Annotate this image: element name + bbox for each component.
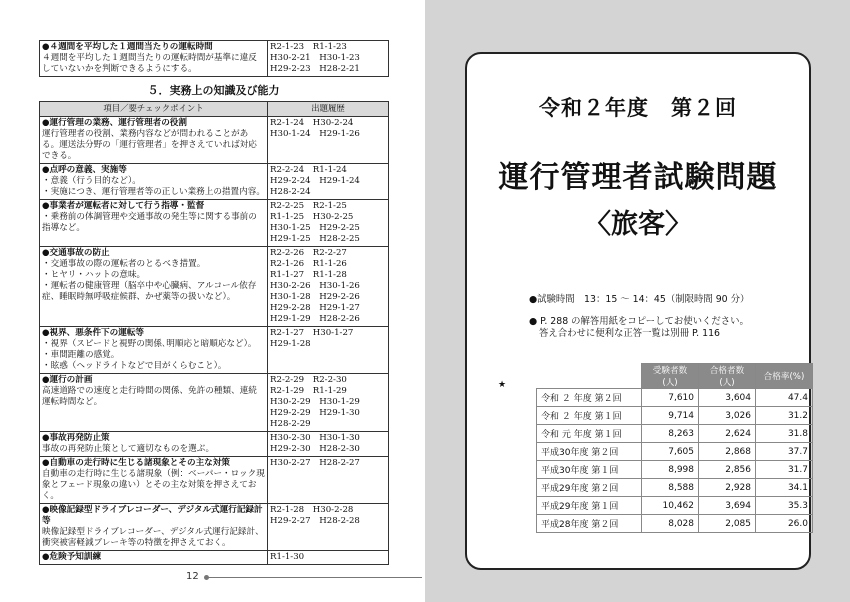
pass-rate-table bbox=[536, 363, 813, 533]
stats-label: 令和 元 年度 第１回 bbox=[537, 425, 642, 443]
history-code: H29-2-24 H29-1-24 bbox=[270, 176, 360, 186]
stats-label: 平成29年度 第２回 bbox=[537, 479, 642, 497]
checkpoint-cell bbox=[40, 551, 268, 565]
checkpoint-cell bbox=[40, 247, 268, 327]
history-code: H29-2-27 H28-2-28 bbox=[270, 516, 360, 526]
history-code: R2-1-24 H30-2-24 bbox=[270, 118, 354, 128]
stats-row bbox=[537, 425, 813, 443]
history-code: H29-2-29 H29-1-30 bbox=[270, 408, 360, 418]
stats-passed: 2,928 bbox=[699, 479, 756, 497]
history-cell bbox=[268, 117, 389, 164]
history-code: H29-2-23 H28-2-21 bbox=[270, 64, 360, 74]
exam-title-card bbox=[465, 52, 811, 570]
checkpoint-body: ・乗務前の体調管理や交通事故の発生等に関する事前の指導など。 bbox=[42, 212, 257, 233]
checkpoint-title: ●４週間を平均した１週間当たりの運転時間 bbox=[42, 42, 213, 52]
checkpoint-body: 高速道路での速度と走行時間の関係、免許の種類、連続運転時間など。 bbox=[42, 386, 257, 407]
answer-note bbox=[529, 316, 749, 340]
checkpoint-body: 事故の再発防止策として適切なものを選ぶ。 bbox=[42, 444, 215, 454]
exam-category-title: 〈旅客〉 bbox=[584, 209, 692, 240]
stats-examinees: 10,462 bbox=[642, 497, 699, 515]
header-checkpoint: 項目／要チェックポイント bbox=[40, 102, 268, 117]
stats-row bbox=[537, 443, 813, 461]
history-code: H30-1-24 H29-1-26 bbox=[270, 129, 360, 139]
exam-year-title: 令和２年度 第２回 bbox=[539, 96, 737, 120]
stats-examinees: 8,588 bbox=[642, 479, 699, 497]
stats-rate: 31.7 bbox=[756, 461, 813, 479]
stats-row bbox=[537, 479, 813, 497]
history-code: H30-2-30 H30-1-30 bbox=[270, 433, 360, 443]
answer-note-line2: 答え合わせに便利な正答一覧は別冊 P. 116 bbox=[539, 328, 721, 339]
checkpoint-cell bbox=[40, 41, 268, 77]
history-cell bbox=[268, 200, 389, 247]
checkpoint-table-top bbox=[39, 40, 389, 77]
stats-passed: 3,694 bbox=[699, 497, 756, 515]
stats-passed: 2,624 bbox=[699, 425, 756, 443]
stats-row bbox=[537, 461, 813, 479]
history-code: R2-2-26 R2-2-27 bbox=[270, 248, 347, 258]
history-code: H29-2-30 H28-2-30 bbox=[270, 444, 360, 454]
right-page bbox=[425, 0, 850, 602]
stats-header-examinees: 受験者数(人) bbox=[642, 364, 699, 389]
checkpoint-cell bbox=[40, 200, 268, 247]
checkpoint-cell bbox=[40, 432, 268, 457]
history-cell bbox=[268, 41, 389, 77]
table-row bbox=[40, 457, 389, 504]
history-cell bbox=[268, 551, 389, 565]
checkpoint-body: ・意義（行う目的など）。 ・実施につき、運行管理者等の正しい業務上の措置内容。 bbox=[42, 176, 265, 197]
history-cell bbox=[268, 504, 389, 551]
stats-label: 平成30年度 第２回 bbox=[537, 443, 642, 461]
stats-row bbox=[537, 407, 813, 425]
checkpoint-title: ●運行管理の業務、運行管理者の役割 bbox=[42, 118, 187, 128]
page-number: 12 bbox=[186, 571, 199, 582]
checkpoint-title: ●事故再発防止策 bbox=[42, 433, 110, 443]
stats-examinees: 8,028 bbox=[642, 515, 699, 533]
stats-label: 平成30年度 第１回 bbox=[537, 461, 642, 479]
checkpoint-title: ●点呼の意義、実施等 bbox=[42, 165, 127, 175]
history-code: H29-2-28 H29-1-27 bbox=[270, 303, 360, 313]
history-cell bbox=[268, 374, 389, 432]
stats-examinees: 7,605 bbox=[642, 443, 699, 461]
stats-header-passed: 合格者数(人) bbox=[699, 364, 756, 389]
checkpoint-body: 運行管理者の役割、業務内容などが問われることがある。運送法分野の「運行管理者」を押さえていれば対応できる。 bbox=[42, 129, 257, 161]
history-code: H28-2-29 bbox=[270, 419, 311, 429]
stats-examinees: 8,998 bbox=[642, 461, 699, 479]
stats-passed: 3,604 bbox=[699, 389, 756, 407]
stats-row bbox=[537, 515, 813, 533]
table-row bbox=[40, 247, 389, 327]
stats-label: 令和 ２ 年度 第２回 bbox=[537, 389, 642, 407]
history-code: H29-1-25 H28-2-25 bbox=[270, 234, 360, 244]
table-row bbox=[40, 504, 389, 551]
history-code: R2-2-29 R2-2-30 bbox=[270, 375, 347, 385]
history-code: H28-2-24 bbox=[270, 187, 311, 197]
history-code: H30-2-26 H30-1-26 bbox=[270, 281, 360, 291]
stats-rate: 35.3 bbox=[756, 497, 813, 515]
history-code: R2-1-28 H30-2-28 bbox=[270, 505, 354, 515]
stats-passed: 2,856 bbox=[699, 461, 756, 479]
table-row bbox=[40, 551, 389, 565]
checkpoint-cell bbox=[40, 457, 268, 504]
history-code: R1-1-30 bbox=[270, 552, 305, 562]
exam-main-title: 運行管理者試験問題 bbox=[498, 160, 778, 195]
stats-examinees: 8,263 bbox=[642, 425, 699, 443]
table-row bbox=[40, 164, 389, 200]
checkpoint-title: ●交通事故の防止 bbox=[42, 248, 110, 258]
checkpoint-title: ●映像記録型ドライブレコーダー、デジタル式運行記録計等 bbox=[42, 505, 263, 526]
history-code: R2-2-25 R2-1-25 bbox=[270, 201, 347, 211]
history-code: R2-1-29 R1-1-29 bbox=[270, 386, 347, 396]
checkpoint-title: ●事業者が運転者に対して行う指導・監督 bbox=[42, 201, 205, 211]
table-row bbox=[40, 117, 389, 164]
history-code: R2-1-23 R1-1-23 bbox=[270, 42, 347, 52]
table-row bbox=[40, 41, 389, 77]
stats-corner bbox=[537, 364, 642, 389]
table-row bbox=[40, 200, 389, 247]
stats-examinees: 7,610 bbox=[642, 389, 699, 407]
checkpoint-title: ●自動車の走行時に生じる諸現象とその主な対策 bbox=[42, 458, 230, 468]
checkpoint-table bbox=[39, 101, 389, 565]
header-history: 出題履歴 bbox=[268, 102, 389, 117]
history-code: H29-1-28 bbox=[270, 339, 311, 349]
stats-examinees: 9,714 bbox=[642, 407, 699, 425]
stats-passed: 2,085 bbox=[699, 515, 756, 533]
stats-rate: 47.4 bbox=[756, 389, 813, 407]
history-code: H30-1-25 H29-2-25 bbox=[270, 223, 360, 233]
stats-rate: 31.8 bbox=[756, 425, 813, 443]
history-code: R2-1-26 R1-1-26 bbox=[270, 259, 347, 269]
history-code: H30-2-29 H30-1-29 bbox=[270, 397, 360, 407]
table-row bbox=[40, 327, 389, 374]
checkpoint-title: ●運行の計画 bbox=[42, 375, 93, 385]
checkpoint-body: ・交通事故の際の運転者のとるべき措置。 ・ヒヤリ・ハットの意味。 ・運転者の健康管理（脳卒中や心臓病、アルコール依存症、睡眠時無呼吸症候群、かぜ薬等の扱いなど）。 bbox=[42, 259, 257, 302]
history-cell bbox=[268, 432, 389, 457]
checkpoint-cell bbox=[40, 164, 268, 200]
current-exam-star: ★ bbox=[498, 380, 507, 390]
stats-row bbox=[537, 497, 813, 515]
stats-label: 平成28年度 第２回 bbox=[537, 515, 642, 533]
stats-passed: 2,868 bbox=[699, 443, 756, 461]
exam-time: ●試験時間 13：15 ～ 14：45（制限時間 90 分） bbox=[529, 294, 750, 305]
stats-rate: 37.7 bbox=[756, 443, 813, 461]
history-code: R2-1-27 H30-1-27 bbox=[270, 328, 354, 338]
stats-header-rate: 合格率(%) bbox=[756, 364, 813, 389]
checkpoint-body: ・視界（スピードと視野の関係､明順応と暗順応など）。 ・車間距離の感覚。 ・眩惑（ヘッドライトなどで目がくらむこと）。 bbox=[42, 339, 257, 371]
history-code: R1-1-27 R1-1-28 bbox=[270, 270, 347, 280]
stats-passed: 3,026 bbox=[699, 407, 756, 425]
stats-rate: 26.0 bbox=[756, 515, 813, 533]
history-code: H30-1-28 H29-2-26 bbox=[270, 292, 360, 302]
checkpoint-cell bbox=[40, 504, 268, 551]
stats-rate: 34.1 bbox=[756, 479, 813, 497]
history-code: R2-2-24 R1-1-24 bbox=[270, 165, 347, 175]
checkpoint-body: 自動車の走行時に生じる諸現象（例：ベーパー・ロック現象とフェード現象の違い）とその主な対策を押さえておく。 bbox=[42, 469, 265, 501]
checkpoint-cell bbox=[40, 327, 268, 374]
stats-rate: 31.2 bbox=[756, 407, 813, 425]
history-code: H29-1-29 H28-2-26 bbox=[270, 314, 360, 324]
history-code: R1-1-25 H30-2-25 bbox=[270, 212, 354, 222]
checkpoint-body: ４週間を平均した１週間当たりの運転時間が基準に違反していないかを判断できるようにする。 bbox=[42, 53, 257, 74]
checkpoint-title: ●視界、悪条件下の運転等 bbox=[42, 328, 145, 338]
page-footer-rule bbox=[207, 577, 422, 578]
answer-note-line1: ● P. 288 の解答用紙をコピーしてお使いください。 bbox=[529, 316, 749, 327]
checkpoint-cell bbox=[40, 117, 268, 164]
table-row bbox=[40, 432, 389, 457]
history-cell bbox=[268, 164, 389, 200]
history-cell bbox=[268, 247, 389, 327]
stats-row bbox=[537, 389, 813, 407]
stats-label: 令和 ２ 年度 第１回 bbox=[537, 407, 642, 425]
checkpoint-cell bbox=[40, 374, 268, 432]
history-code: H30-2-27 H28-2-27 bbox=[270, 458, 360, 468]
table-row bbox=[40, 374, 389, 432]
history-code: H30-2-21 H30-1-23 bbox=[270, 53, 360, 63]
checkpoint-title: ●危険予知訓練 bbox=[42, 552, 102, 562]
stats-label: 平成29年度 第１回 bbox=[537, 497, 642, 515]
checkpoint-body: 映像記録型ドライブレコーダー、デジタル式運行記録計、衝突被害軽減ブレーキ等の特徴を押さえておく。 bbox=[42, 527, 264, 548]
history-cell bbox=[268, 457, 389, 504]
history-cell bbox=[268, 327, 389, 374]
section-heading: ５．実務上の知識及び能力 bbox=[147, 84, 280, 97]
